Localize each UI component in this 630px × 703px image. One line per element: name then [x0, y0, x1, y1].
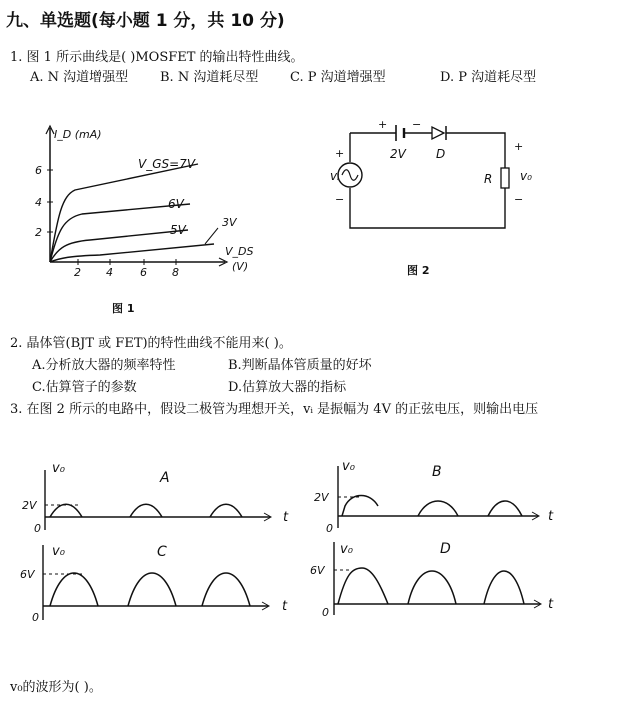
curve-label-5v: 5V: [170, 223, 186, 237]
fig1-x-label: V_DS: [225, 245, 254, 258]
battery-label: 2V: [390, 147, 406, 161]
waveform-c-origin: 0: [32, 611, 39, 624]
waveform-a-tlabel: t: [283, 510, 289, 525]
q2-option-c: C.估算管子的参数: [32, 380, 137, 395]
output-label: v₀: [520, 169, 532, 183]
waveform-d-origin: 0: [322, 606, 329, 619]
waveform-a-origin: 0: [34, 522, 41, 535]
fig1-xtick-4: 4: [106, 266, 113, 279]
source-label: vᵢ: [330, 169, 340, 183]
waveform-c-tlabel: t: [282, 599, 288, 614]
waveform-b: [314, 459, 554, 535]
q2-option-b: B.判断晶体管质量的好坏: [228, 358, 372, 373]
q1-option-d: D. P 沟道耗尽型: [440, 70, 537, 85]
waveform-c-letter: C: [157, 544, 167, 560]
fig1-x-unit: (V): [232, 260, 249, 273]
fig1-ytick-6: 6: [35, 164, 42, 177]
question-3-tail: v₀的波形为( )。: [10, 680, 102, 695]
resistor-label: R: [484, 172, 493, 186]
question-1-text: 1. 图 1 所示曲线是( )MOSFET 的输出特性曲线。: [10, 50, 304, 65]
curve-label-3v: 3V: [222, 216, 237, 229]
waveform-c: [20, 544, 288, 624]
curve-label-7v: V_GS=7V: [138, 157, 196, 171]
source-plus: +: [335, 147, 345, 160]
waveform-b-origin: 0: [326, 522, 333, 535]
diode-label: D: [436, 147, 446, 161]
section-title: 九、单选题(每小题 1 分，共 10 分): [6, 11, 285, 31]
waveform-d-level: 6V: [310, 564, 325, 577]
fig1-xtick-2: 2: [74, 266, 81, 279]
fig1-xtick-8: 8: [172, 266, 179, 279]
q1-option-c: C. P 沟道增强型: [290, 70, 386, 85]
battery-plus: +: [378, 118, 388, 131]
waveform-b-letter: B: [432, 464, 442, 480]
waveform-d-ylabel: v₀: [340, 542, 353, 557]
curve-label-6v: 6V: [168, 197, 184, 211]
waveform-a: [22, 461, 289, 535]
q1-option-b: B. N 沟道耗尽型: [160, 70, 259, 85]
waveform-b-level: 2V: [314, 491, 329, 504]
battery-minus: −: [412, 118, 422, 131]
waveform-b-tlabel: t: [548, 509, 554, 524]
output-plus: +: [514, 140, 524, 153]
waveform-a-letter: A: [160, 470, 170, 486]
question-2-text: 2. 晶体管(BJT 或 FET)的特性曲线不能用来( )。: [10, 336, 292, 351]
figure-2-caption: 图 2: [407, 264, 430, 277]
waveform-b-ylabel: v₀: [342, 459, 355, 474]
waveform-a-ylabel: v₀: [52, 461, 65, 476]
source-minus: −: [335, 193, 345, 206]
waveform-a-level: 2V: [22, 499, 37, 512]
fig1-ytick-2: 2: [35, 226, 42, 239]
waveform-c-ylabel: v₀: [52, 544, 65, 559]
output-minus: −: [514, 193, 524, 206]
fig1-y-label: I_D (mA): [54, 128, 102, 141]
fig1-ytick-4: 4: [35, 196, 42, 209]
figure-1-caption: 图 1: [112, 302, 135, 315]
question-3-text: 3. 在图 2 所示的电路中，假设二极管为理想开关，vᵢ 是振幅为 4V 的正弦电压，则输出电压: [10, 402, 539, 417]
waveform-d-tlabel: t: [548, 597, 554, 612]
waveform-d: [310, 541, 554, 619]
q2-option-a: A.分析放大器的频率特性: [32, 358, 176, 373]
q2-option-d: D.估算放大器的指标: [228, 380, 347, 395]
fig1-xtick-6: 6: [140, 266, 147, 279]
waveform-c-level: 6V: [20, 568, 35, 581]
waveform-d-letter: D: [440, 541, 451, 557]
q1-option-a: A. N 沟道增强型: [30, 70, 129, 85]
